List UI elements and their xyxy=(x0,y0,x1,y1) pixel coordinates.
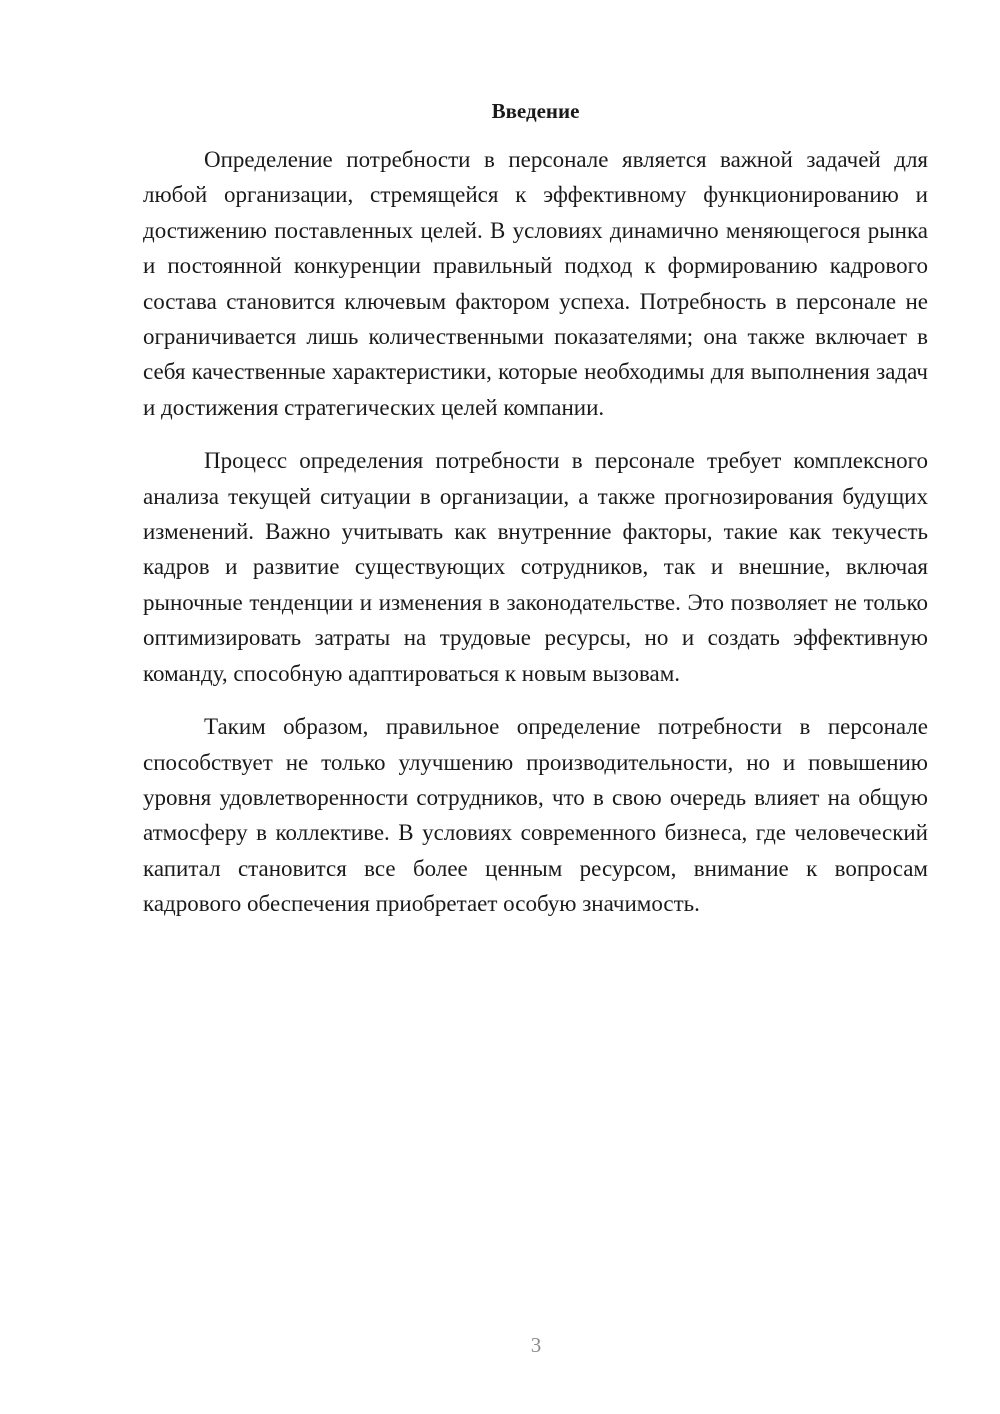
paragraph-3: Таким образом, правильное определение потребности в персонале способствует не только улучшению производительности, но и повышению уровня удовлетворенности сотрудников, что в свою очередь влияет на общую атмосферу в коллективе. В условиях современного бизнеса, где человеческий капитал становится все более ценным ресурсом, внимание к вопросам кадрового обеспечения приобретает особую значимость. xyxy=(143,714,928,917)
paragraph-1: Определение потребности в персонале является важной задачей для любой организации, стремящейся к эффективному функционированию и достижению поставленных целей. В условиях динамично меняющегося рынка и постоянной конкуренции правильный подход к формированию кадрового состава становится ключевым фактором успеха. Потребность в персонале не ограничивается лишь количественными показателями; она также включает в себя качественные характеристики, которые необходимы для выполнения задач и достижения стратегических целей компании. xyxy=(143,147,928,420)
body-text xyxy=(143,142,928,940)
page-number: 3 xyxy=(530,1333,542,1357)
paragraph-2: Процесс определения потребности в персонале требует комплексного анализа текущей ситуации в организации, а также прогнозирования будущих изменений. Важно учитывать как внутренние факторы, такие как текучесть кадров и развитие существующих сотрудников, так и внешние, включая рыночные тенденции и изменения в законодательстве. Это позволяет не только оптимизировать затраты на трудовые ресурсы, но и создать эффективную команду, способную адаптироваться к новым вызовам. xyxy=(143,448,928,686)
page-title: Введение xyxy=(491,99,580,123)
